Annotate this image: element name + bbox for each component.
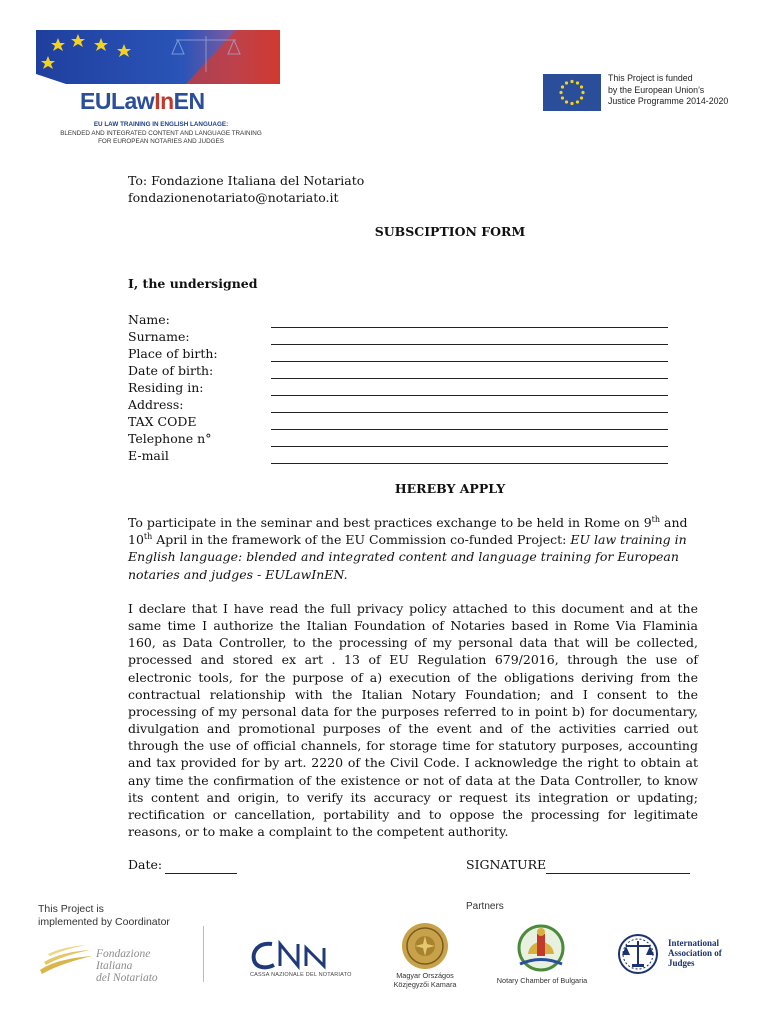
implemented-line2: implemented by Coordinator xyxy=(38,915,170,928)
date-label: Date: xyxy=(128,857,163,872)
field-label: Residing in: xyxy=(128,380,204,395)
iaj-line3: Judges xyxy=(668,958,695,968)
para1-text-a: To participate in the seminar and best practices exchange to be held in Rome on 9 xyxy=(128,515,652,530)
fondazione-swoosh-logo xyxy=(38,942,94,978)
field-label: Date of birth: xyxy=(128,363,214,378)
logo-subtitle-line1: EU LAW TRAINING IN ENGLISH LANGUAGE: xyxy=(93,121,229,128)
logo-subtitle-line2: BLENDED AND INTEGRATED CONTENT AND LANGUAGE TRAINING xyxy=(60,129,262,137)
field-label: Surname: xyxy=(128,329,190,344)
field-label: Name: xyxy=(128,312,170,327)
eu-star-icon xyxy=(559,91,562,94)
field-label: E-mail xyxy=(128,448,169,463)
field-label: Telephone n° xyxy=(128,431,212,446)
para1-sup1: th xyxy=(651,514,661,524)
recipient-to: To: Fondazione Italiana del Notariato xyxy=(128,173,365,188)
bulgaria-notary-emblem-icon xyxy=(510,924,572,976)
logo-title-part2: In xyxy=(154,88,174,114)
magyar-caption xyxy=(380,971,470,989)
funded-line1: This Project is funded xyxy=(608,73,693,83)
magyar-line2: Közjegyzői Kamara xyxy=(393,980,457,989)
eu-star-icon xyxy=(580,85,583,88)
funded-line3: Justice Programme 2014-2020 xyxy=(608,96,729,106)
eulawinen-logo-subtitle xyxy=(36,121,286,147)
eulawinen-logo-title xyxy=(80,88,205,115)
iaj-logo-text xyxy=(668,938,722,968)
eu-star-icon xyxy=(570,102,573,105)
para1-text-b: and 10 xyxy=(128,515,688,548)
funded-line2: by the European Union’s xyxy=(608,84,705,95)
para1-text-c: April in the framework of the EU Commission co-funded Project: xyxy=(152,532,571,548)
field-name xyxy=(128,311,668,328)
date-fill-line[interactable] xyxy=(165,873,237,874)
footer-divider xyxy=(203,926,204,982)
partners-label: Partners xyxy=(466,901,504,912)
form-title: SUBSCIPTION FORM xyxy=(374,224,526,239)
logo-title-part1: EULaw xyxy=(80,88,155,114)
apply-heading: HEREBY APPLY xyxy=(394,481,506,496)
undersigned-heading: I, the undersigned xyxy=(128,276,258,291)
logo-title-part3: EN xyxy=(173,88,205,114)
cassa-nazionale-logo xyxy=(248,938,342,970)
fondazione-line1: Fondazione xyxy=(96,948,151,960)
field-label: Address: xyxy=(128,397,184,412)
eu-star-icon xyxy=(576,81,579,84)
recipient-email: fondazionenotariato@notariato.it xyxy=(128,190,339,205)
cassa-nazionale-caption: CASSA NAZIONALE DEL NOTARIATO xyxy=(250,972,352,978)
field-email xyxy=(128,447,668,464)
eulawinen-banner-graphic xyxy=(36,30,280,84)
field-label: TAX CODE xyxy=(128,414,197,429)
field-surname xyxy=(128,328,668,345)
eu-star-icon xyxy=(561,85,564,88)
eu-star-icon xyxy=(576,100,579,103)
fondazione-logo-text xyxy=(96,948,158,984)
field-residing-in xyxy=(128,379,668,396)
fondazione-line3: del Notariato xyxy=(96,972,158,984)
privacy-declaration: I declare that I have read the full privacy policy attached to this document and at the same time I authorize the Italian Foundation of Notaries based in Rome Via Flaminia 160, as Data Controller, to the processing of my personal data that will be collected, processed and stored ex art . 13 of EU Regulation 679/2016, through the use of electronic tools, for the purpose of a) execution of the obligations deriving from the contractual relationship with the Italian Notary Foundation; and I consent to the processing of my personal data for the purposes referred to in point b) for documentary, divulgation and promotional purposes of the event and of the activities carried out through the use of official channels, for storage time for statutory purposes, accounting and tax provided for by art. 2220 of the Civil Code. I acknowledge the right to obtain at any time the confirmation of the existence or not of data at the Data Controller, to know its content and origin, to verify its accuracy or request its integration or updating; rectification or cancellation, portability and to oppose the processing for legitimate reasons, or to make a complaint to the competent authority. xyxy=(128,601,698,840)
eu-star-icon xyxy=(561,96,564,99)
para1-project-title: EU law training in English language: blended and integrated content and language training for European notaries and judges - EULawInEN. xyxy=(128,532,687,582)
field-telephone xyxy=(128,430,668,447)
logo-subtitle-line3: FOR EUROPEAN NOTARIES AND JUDGES xyxy=(98,138,224,145)
signature-label: SIGNATURE xyxy=(466,857,547,872)
iaj-line2: Association of xyxy=(668,948,722,958)
field-tax-code xyxy=(128,413,668,430)
magyar-line1: Magyar Országos xyxy=(396,971,454,980)
field-label: Place of birth: xyxy=(128,346,218,361)
magyar-notary-seal-icon xyxy=(401,922,449,970)
participation-paragraph xyxy=(128,514,698,583)
eu-flag-icon xyxy=(543,74,601,111)
eu-star-icon xyxy=(565,81,568,84)
para1-sup2: th xyxy=(143,532,153,542)
fondazione-line2: Italiana xyxy=(96,960,133,972)
implemented-line1: This Project is xyxy=(38,903,104,915)
coordinator-label xyxy=(38,903,170,928)
eu-star-icon xyxy=(570,80,573,83)
field-date-of-birth xyxy=(128,362,668,379)
personal-details-fields xyxy=(128,311,668,464)
iaj-line1: International xyxy=(668,938,720,948)
eu-star-icon xyxy=(565,100,568,103)
field-address xyxy=(128,396,668,413)
fill-line[interactable] xyxy=(271,463,668,464)
eu-star-icon xyxy=(580,96,583,99)
eu-star-icon xyxy=(581,91,584,94)
iaj-scales-emblem-icon xyxy=(612,933,664,975)
field-place-of-birth xyxy=(128,345,668,362)
bulgaria-caption: Notary Chamber of Bulgaria xyxy=(496,976,588,985)
signature-fill-line[interactable] xyxy=(546,873,690,874)
eu-funding-notice xyxy=(608,73,748,108)
